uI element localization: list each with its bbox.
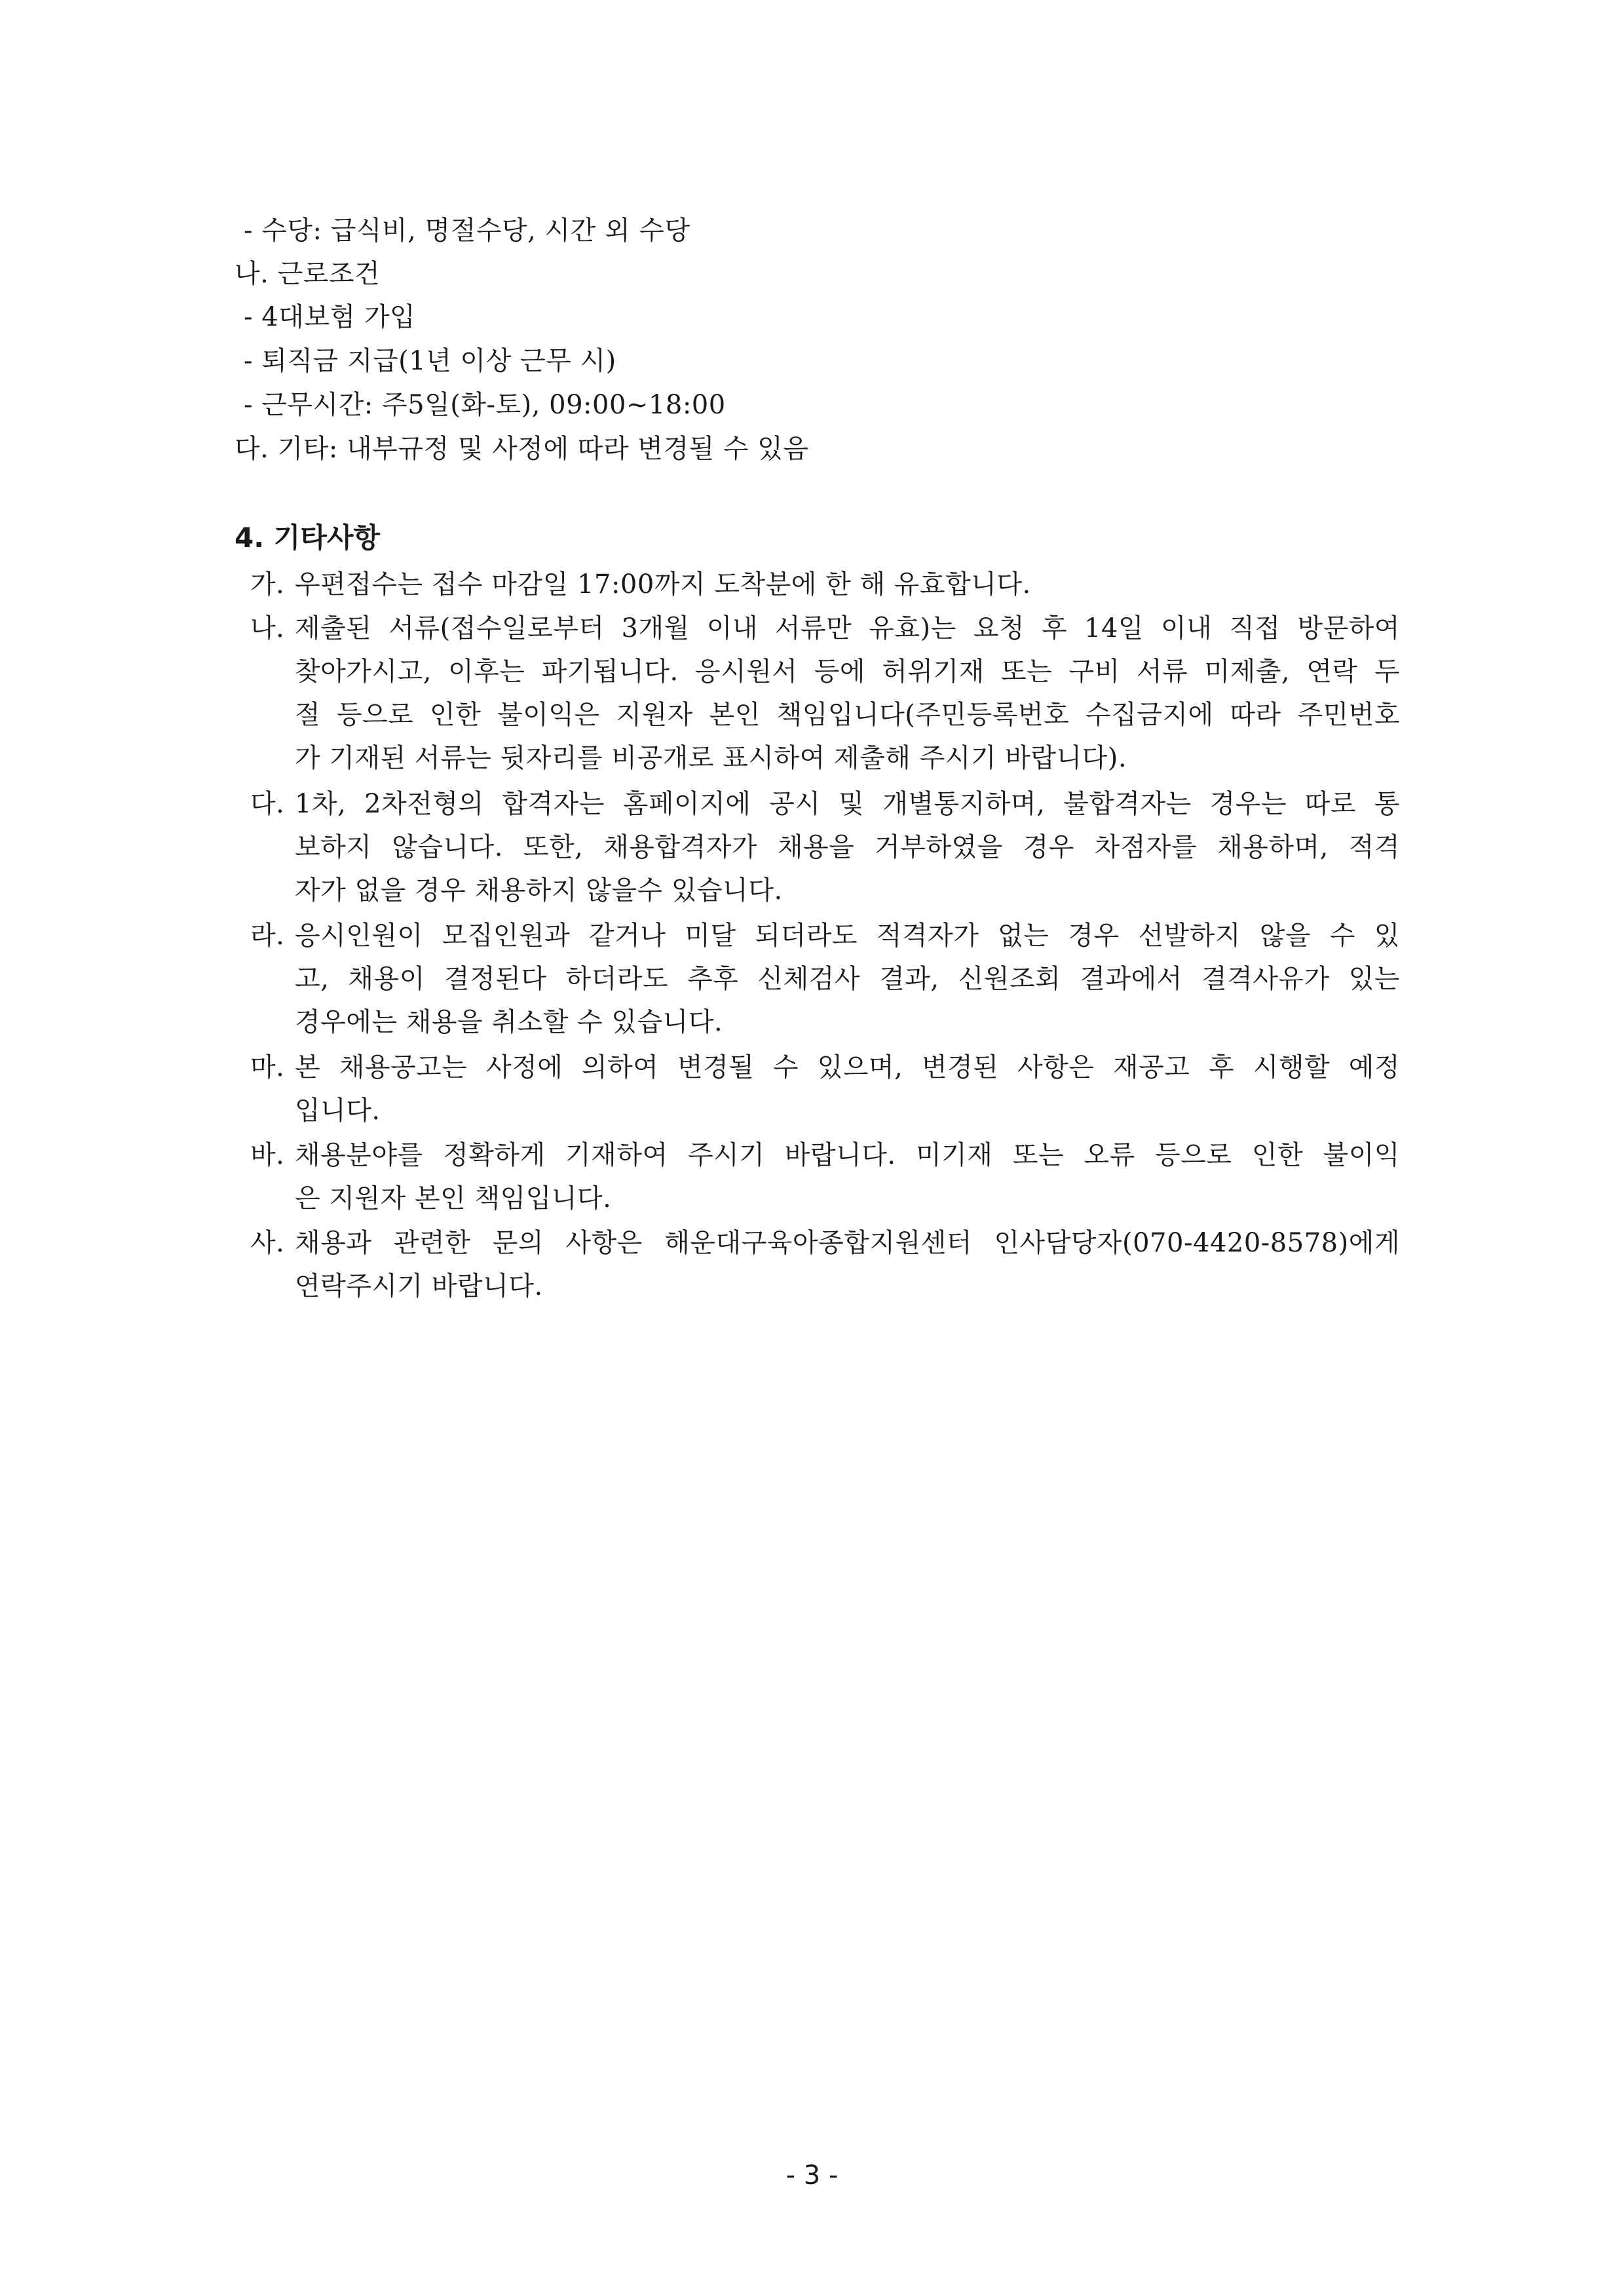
notice-item-ra [250, 914, 1400, 1044]
notice-item-sa [250, 1221, 1400, 1308]
item-line: 응시인원이 모집인원과 같거나 미달 되더라도 적격자가 없는 경우 선발하지 않을 수 있 [295, 921, 1400, 951]
allowance-line: - 수당: 급식비, 명절수당, 시간 외 수당 [244, 216, 690, 246]
section-4-title: 4. 기타사항 [235, 522, 381, 554]
item-marker: 다. [250, 789, 285, 819]
item-marker: 바. [250, 1140, 285, 1170]
notice-item-da [250, 782, 1400, 912]
notice-item-ma [250, 1046, 1400, 1132]
other-conditions-line: 다. 기타: 내부규정 및 사정에 따라 변경될 수 있음 [235, 434, 809, 464]
item-marker: 라. [250, 921, 285, 951]
notice-item-ga [250, 563, 1400, 606]
item-marker: 나. [250, 613, 285, 643]
item-line: 우편접수는 접수 마감일 17:00까지 도착분에 한 해 유효합니다. [295, 569, 1031, 600]
item-line: 본 채용공고는 사정에 의하여 변경될 수 있으며, 변경된 사항은 재공고 후 시행할 예정 [295, 1052, 1400, 1082]
item-line: 고, 채용이 결정된다 하더라도 추후 신체검사 결과, 신원조회 결과에서 결격사유가 있는 [295, 964, 1400, 994]
item-line: 입니다. [295, 1096, 381, 1126]
item-line: 경우에는 채용을 취소할 수 있습니다. [295, 1007, 723, 1037]
work-hours-line: - 근무시간: 주5일(화-토), 09:00~18:00 [244, 390, 726, 420]
item-line: 찾아가시고, 이후는 파기됩니다. 응시원서 등에 허위기재 또는 구비 서류 미제출, 연락 두 [295, 657, 1400, 687]
insurance-line: - 4대보험 가입 [244, 302, 416, 332]
item-line: 채용분야를 정확하게 기재하여 주시기 바랍니다. 미기재 또는 오류 등으로 인한 불이익 [295, 1140, 1400, 1170]
item-line: 가 기재된 서류는 뒷자리를 비공개로 표시하여 제출해 주시기 바랍니다). [295, 743, 1127, 773]
item-line: 자가 없을 경우 채용하지 않을수 있습니다. [295, 875, 783, 906]
item-marker: 가. [250, 569, 285, 600]
item-line: 채용과 관련한 문의 사항은 해운대구육아종합지원센터 인사담당자(070-4420-8578)에게 [295, 1228, 1400, 1258]
item-line: 연락주시기 바랍니다. [295, 1271, 543, 1301]
severance-line: - 퇴직금 지급(1년 이상 근무 시) [244, 346, 616, 376]
notice-item-na [250, 607, 1400, 780]
page-number: - 3 - [785, 2160, 839, 2191]
item-line: 절 등으로 인한 불이익은 지원자 본인 책임입니다(주민등록번호 수집금지에 따라 주민번호 [295, 700, 1400, 730]
item-line: 1차, 2차전형의 합격자는 홈페이지에 공시 및 개별통지하며, 불합격자는 경우는 따로 통 [295, 789, 1400, 819]
item-line: 제출된 서류(접수일로부터 3개월 이내 서류만 유효)는 요청 후 14일 이내 직접 방문하여 [295, 613, 1400, 643]
notice-item-ba [250, 1134, 1400, 1220]
item-line: 은 지원자 본인 책임입니다. [295, 1183, 612, 1214]
item-marker: 사. [250, 1228, 285, 1258]
work-conditions-heading: 나. 근로조건 [235, 259, 381, 289]
item-marker: 마. [250, 1052, 285, 1082]
item-line: 보하지 않습니다. 또한, 채용합격자가 채용을 거부하였을 경우 차점자를 채용하며, 적격 [295, 832, 1400, 862]
